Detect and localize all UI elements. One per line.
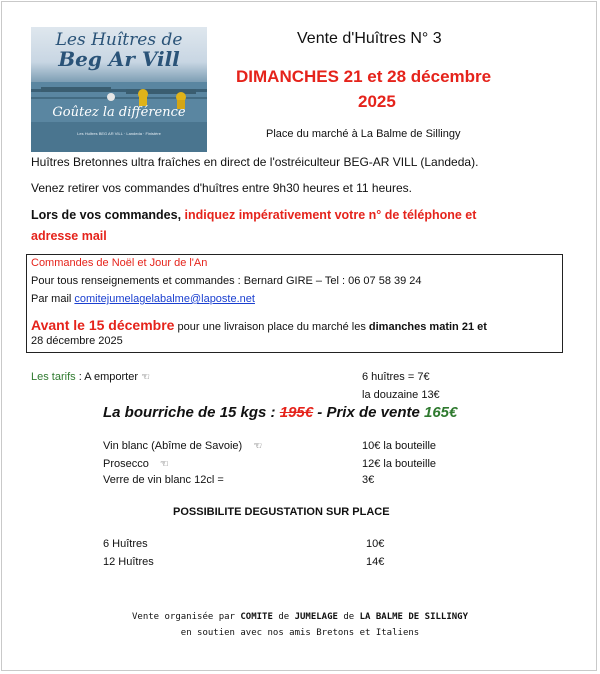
- oyster-farm-image: [31, 27, 207, 152]
- hand-pointer-icon: ☜: [253, 441, 263, 452]
- deadline-line1: [31, 317, 487, 333]
- hand-pointer-icon: ☜: [141, 372, 151, 383]
- box-title: Commandes de Noël et Jour de l'An: [31, 257, 208, 269]
- drink-row: [103, 440, 262, 452]
- logo-small-print: Les Huîtres BEG AR VILL · Landeda · Finistère: [77, 131, 161, 136]
- sale-dates-line2: 2025: [358, 92, 396, 111]
- degustation-label: 12 Huîtres: [103, 556, 154, 568]
- footer-text: de: [343, 612, 355, 622]
- notice-prefix: Lors de vos commandes,: [31, 208, 182, 222]
- logo-title-line2: Beg Ar Vill: [58, 47, 180, 71]
- drink-price: 12€ la bouteille: [362, 458, 437, 470]
- notice-line1: [31, 208, 476, 222]
- deadline-days: dimanches matin 21 et: [368, 321, 487, 333]
- mail-link[interactable]: comitejumelagelabalme@laposte.net: [74, 293, 255, 305]
- drink-name: Prosecco: [103, 458, 149, 470]
- box-mail-line: [31, 293, 255, 305]
- sale-title: Vente d'Huîtres N° 3: [297, 30, 442, 47]
- footer-org: LA BALME DE SILLINGY: [359, 612, 468, 622]
- drink-price: 3€: [362, 474, 375, 486]
- footer-line2: en soutien avec nos amis Bretons et Italiens: [180, 628, 420, 638]
- degustation-label: 6 Huîtres: [103, 538, 148, 550]
- bourriche-sale-text: - Prix de vente: [317, 404, 420, 421]
- bourriche-text: La bourriche de 15 kgs :: [103, 404, 276, 421]
- logo-title-line1: Les Huîtres de: [55, 30, 183, 50]
- price-douzaine: la douzaine 13€: [362, 389, 440, 401]
- mail-label: Par mail: [31, 293, 72, 305]
- drink-name: Vin blanc (Abîme de Savoie): [103, 440, 243, 452]
- footer-line1: [0, 612, 600, 622]
- footer-org: COMITE: [240, 612, 273, 622]
- price-six: 6 huîtres = 7€: [362, 371, 430, 383]
- drink-row: [103, 458, 169, 470]
- degustation-price: 14€: [366, 556, 385, 568]
- hand-pointer-icon: ☜: [159, 459, 169, 470]
- logo-tagline: Goûtez la différence: [52, 105, 186, 120]
- bourriche-new-price: 165€: [424, 404, 458, 421]
- bourriche-line: [103, 404, 457, 421]
- degustation-price: 10€: [366, 538, 385, 550]
- sale-place: Place du marché à La Balme de Sillingy: [266, 128, 461, 140]
- drink-name: Verre de vin blanc 12cl =: [103, 474, 224, 486]
- bourriche-old-price: 195€: [279, 404, 314, 421]
- notice-emphasis: indiquez impérativement votre n° de téléphone et: [184, 208, 477, 222]
- drink-price: 10€ la bouteille: [362, 440, 437, 452]
- tarifs-line: [31, 371, 150, 383]
- deadline-line2: 28 décembre 2025: [31, 335, 123, 347]
- sale-dates-line1: DIMANCHES 21 et 28 décembre: [236, 67, 492, 86]
- footer-text: Vente organisée par: [132, 612, 235, 622]
- box-contact: Pour tous renseignements et commandes : Bernard GIRE – Tel : 06 07 58 39 24: [31, 275, 422, 287]
- deadline-text: pour une livraison place du marché les: [177, 321, 366, 333]
- intro-line2: Venez retirer vos commandes d'huîtres entre 9h30 heures et 11 heures.: [31, 181, 412, 195]
- intro-line1: Huîtres Bretonnes ultra fraîches en direct de l'ostréiculteur BEG-AR VILL (Landeda).: [31, 155, 479, 169]
- deadline-date: Avant le 15 décembre: [31, 317, 175, 333]
- degustation-title: POSSIBILITE DEGUSTATION SUR PLACE: [173, 506, 390, 518]
- footer-org: JUMELAGE: [294, 612, 338, 622]
- tarifs-emporter: : A emporter: [78, 371, 139, 383]
- tarifs-label: Les tarifs: [31, 371, 76, 383]
- notice-line2: adresse mail: [31, 229, 107, 243]
- footer-text: de: [278, 612, 290, 622]
